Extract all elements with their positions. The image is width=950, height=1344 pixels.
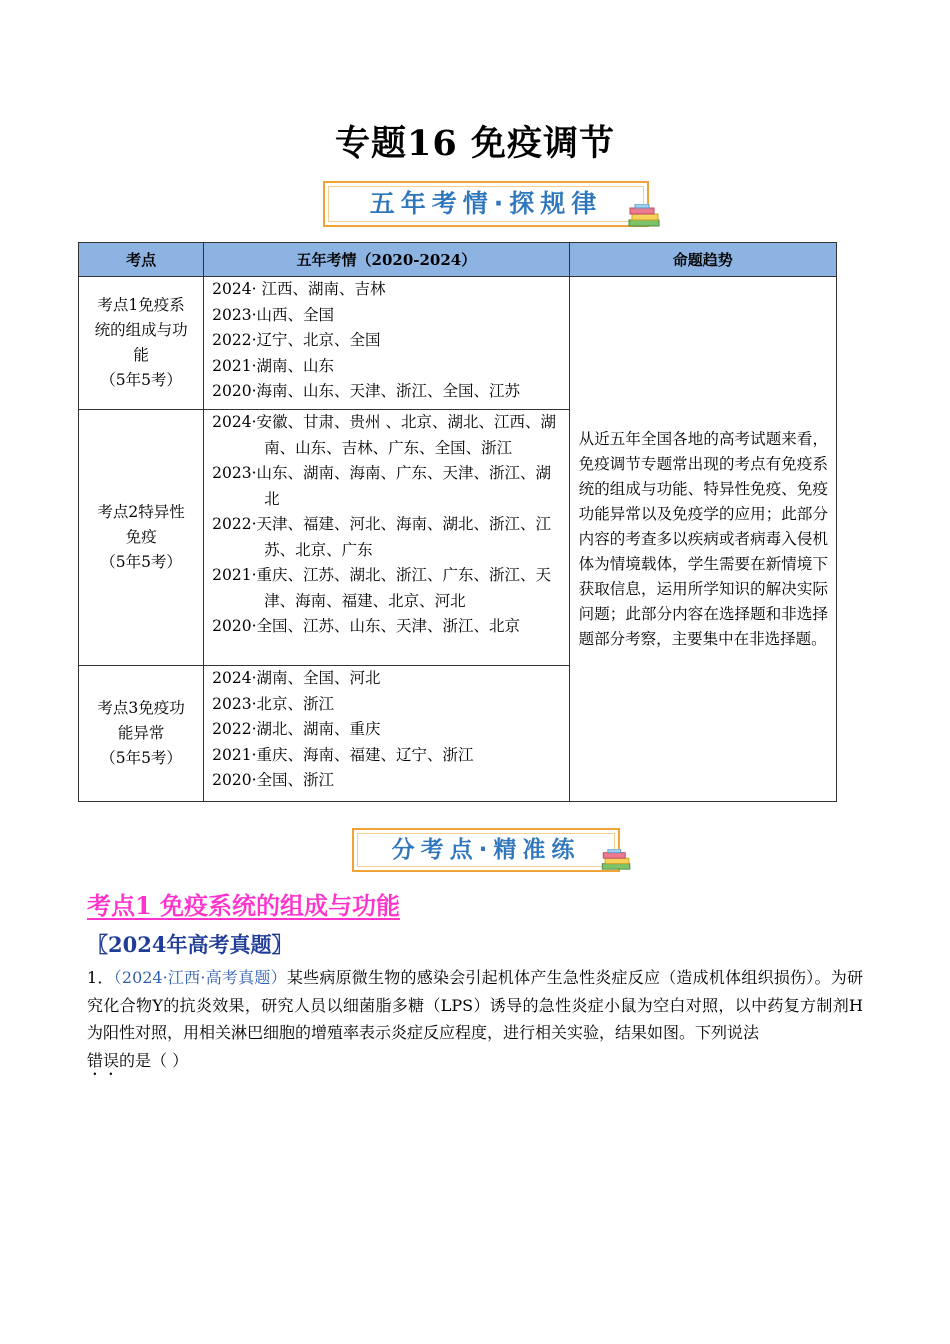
question-text: 某些病原微生物的感染会引起机体产生急性炎症反应（造成机体组织损伤）。为研究化合物Y的抗炎效果，研究人员以细菌脂多糖（LPS）诱导的急性炎症小鼠为空白对照，以中药复方制剂H为阳性对照，用相关淋巴细胞的增殖率表示炎症反应程度，进行相关实验，结果如图。下列说法 [87, 968, 863, 1042]
header-trend: 命题趋势 [569, 243, 836, 277]
header-point: 考点 [79, 243, 204, 277]
question-emphasis: 错误 [87, 1050, 120, 1070]
header-five-year: 五年考情（2020-2024） [204, 243, 569, 277]
years-cell-2 [204, 410, 569, 666]
year-entry: 2022·湖北、湖南、重庆 [212, 720, 381, 738]
year-entry: 2024· 江西、湖南、吉林 [212, 280, 386, 298]
year-entry: 2024·湖南、全国、河北 [212, 669, 381, 687]
year-entry: 2021·重庆、海南、福建、辽宁、浙江 [212, 745, 474, 764]
section-heading: 考点1 免疫系统的组成与功能 [87, 891, 401, 920]
question-number: 1． [87, 968, 114, 987]
year-entry: 2020·海南、山东、天津、浙江、全国、江苏 [212, 382, 521, 400]
question-1 [87, 964, 863, 1079]
point-cell-3: 考点3免疫功 能异常 （5年5考） [79, 666, 204, 802]
year-entry: 2024·安徽、甘肃、贵州 、北京、湖北、江西、湖南、山东、吉林、广东、全国、浙江 [212, 413, 556, 457]
year-entry: 2020·全国、江苏、山东、天津、浙江、北京 [212, 617, 521, 635]
trend-cell: 从近五年全国各地的高考试题来看，免疫调节专题常出现的考点有免疫系统的组成与功能、特异性免疫、免疫功能异常以及免疫学的应用；此部分内容的考查多以疾病或者病毒入侵机体为情境载体，学生需要在新情境下获取信息，运用所学知识的解决实际问题；此部分内容在选择题和非选择题部分考察，主要集中在非选择题。 [569, 277, 836, 802]
question-tail: 的是（ ） [119, 1050, 189, 1070]
year-entry: 2023·北京、浙江 [212, 694, 335, 713]
year-entry: 2022·天津、福建、河北、海南、湖北、浙江、江苏、北京、广东 [212, 515, 552, 559]
year-entry: 2022·辽宁、北京、全国 [212, 331, 381, 349]
year-entry: 2021·重庆、江苏、湖北、浙江、广东、浙江、天津、海南、福建、北京、河北 [212, 566, 552, 610]
section-banner-practice: 分考点·精准练 [352, 828, 620, 872]
books-icon [627, 204, 663, 228]
year-entry: 2023·山东、湖南、海南、广东、天津、浙江、湖北 [212, 464, 552, 508]
point-cell-1: 考点1免疫系 统的组成与功 能 （5年5考） [79, 277, 204, 410]
books-icon [600, 849, 634, 871]
year-entry: 2021·湖南、山东 [212, 356, 335, 375]
question-source: （2024·江西·高考真题） [113, 968, 287, 987]
year-entry: 2020·全国、浙江 [212, 771, 335, 789]
sub-heading: 〖2024年高考真题〗 [87, 932, 293, 957]
years-cell-1 [204, 277, 569, 410]
exam-overview-table [78, 242, 837, 802]
point-cell-2: 考点2特异性 免疫 （5年5考） [79, 410, 204, 666]
years-cell-3 [204, 666, 569, 802]
section-banner-five-year: 五年考情·探规律 [323, 181, 649, 227]
page-title: 专题16 免疫调节 [335, 123, 615, 164]
year-entry: 2023·山西、全国 [212, 305, 335, 324]
